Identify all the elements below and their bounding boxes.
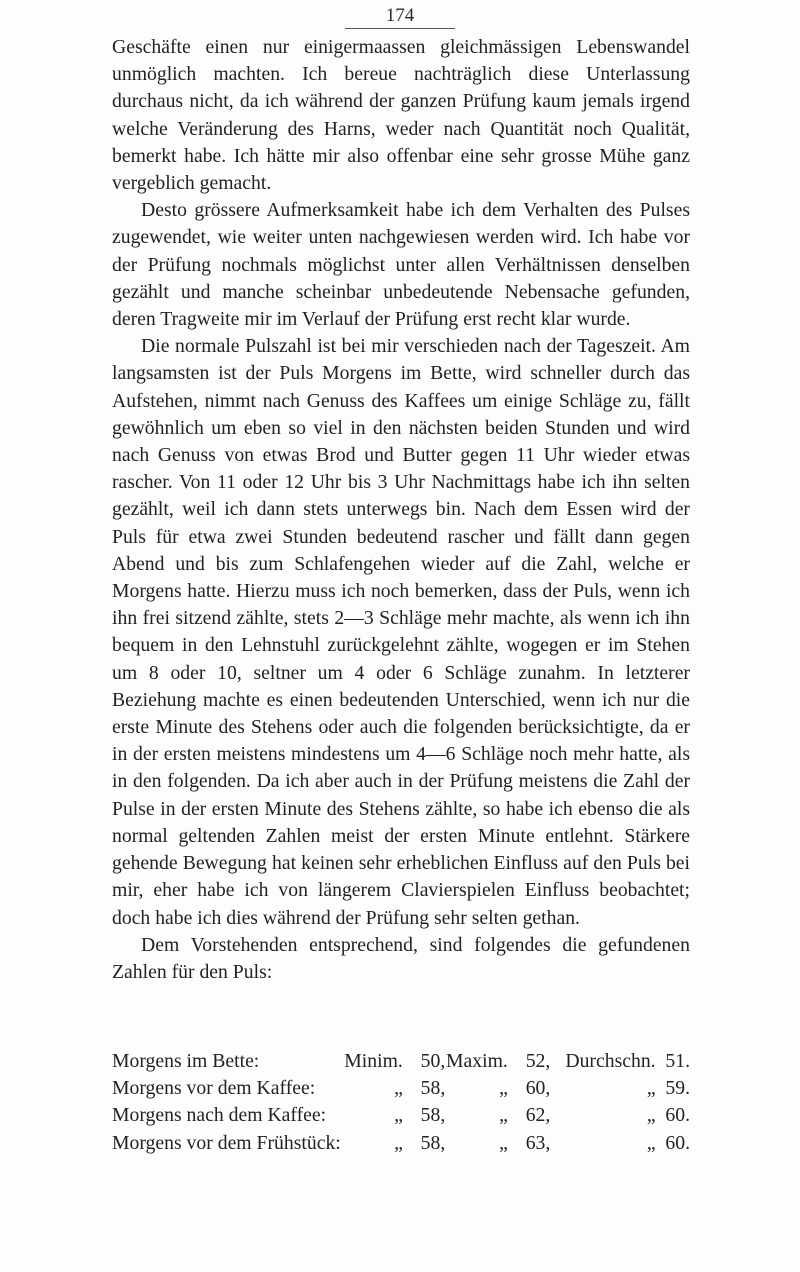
avg-label: „: [646, 1131, 656, 1154]
table-row: [112, 1048, 690, 1075]
max-label: „: [499, 1104, 508, 1127]
avg-value: 60.: [665, 1104, 690, 1127]
min-label: „: [394, 1104, 403, 1127]
avg-value: 60.: [665, 1131, 690, 1154]
body-text: [112, 34, 690, 986]
avg-label: „: [646, 1077, 656, 1100]
table-row: [112, 1130, 690, 1157]
row-label: Morgens vor dem Frühstück:: [112, 1131, 341, 1154]
row-label: Morgens vor dem Kaffee:: [112, 1077, 316, 1100]
max-value: 62,: [525, 1104, 551, 1127]
min-value: 50,: [420, 1050, 446, 1072]
table-row: [112, 1075, 690, 1102]
max-value: 63,: [525, 1131, 551, 1154]
max-label: Maxim.: [446, 1050, 508, 1072]
paragraph-4: Dem Vorstehenden entsprechend, sind folgendes die gefundenen Zahlen für den Puls:: [112, 933, 690, 983]
min-label: „: [394, 1131, 403, 1154]
header-rule: [345, 28, 455, 29]
avg-label: „: [646, 1104, 656, 1127]
page-number: 174: [385, 5, 415, 26]
max-label: „: [499, 1131, 508, 1154]
table-row: [112, 1102, 690, 1129]
paragraph-2: Desto grössere Aufmerksamkeit habe ich dem Verhalten des Pulses zugewendet, wie weiter unten nachgewiesen werden wird. Ich habe vor der Prüfung nochmals möglichst unter allen Verhältnissen denselben gezählt und manche scheinbar unbedeutende Nebensache gefunden, deren Tragweite mir im Verlauf der Prüfung erst recht klar wurde.: [112, 199, 690, 331]
avg-value: 59.: [665, 1077, 690, 1100]
min-label: Minim.: [344, 1050, 403, 1072]
min-label: „: [394, 1077, 403, 1100]
avg-label: Durchschn.: [565, 1050, 656, 1072]
row-label: Morgens im Bette:: [112, 1050, 260, 1072]
max-label: „: [499, 1077, 508, 1100]
min-value: 58,: [420, 1131, 446, 1154]
max-value: 52,: [525, 1050, 551, 1072]
min-value: 58,: [420, 1077, 446, 1100]
max-value: 60,: [525, 1077, 551, 1100]
row-label: Morgens nach dem Kaffee:: [112, 1104, 327, 1127]
paragraph-1: Geschäfte einen nur einigermaassen gleichmässigen Lebenswandel unmöglich machten. Ich bereue nachträglich diese Unterlassung durchaus nicht, da ich während der ganzen Prüfung kaum jemals irgend welche Veränderung des Harns, weder nach Quantität noch Qualität, bemerkt habe. Ich hätte mir also offenbar eine sehr grosse Mühe ganz vergeblich gemacht.: [112, 36, 690, 195]
min-value: 58,: [420, 1104, 446, 1127]
pulse-values-table: [112, 1048, 690, 1157]
paragraph-3: Die normale Pulszahl ist bei mir verschieden nach der Tageszeit. Am langsamsten ist der Puls Morgens im Bette, wird schneller durch das Aufstehen, nimmt nach Genuss des Kaffees um einige Schläge zu, fällt gewöhnlich um eben so viel in den nächsten beiden Stunden und wird nach Genuss von etwas Brod und Butter gegen 11 Uhr wieder etwas rascher. Von 11 oder 12 Uhr bis 3 Uhr Nachmittags habe ich ihn selten gezählt, weil ich dann stets unterwegs bin. Nach dem Essen wird der Puls für etwa zwei Stunden bedeutend rascher und fällt dann gegen Abend und bis zum Schlafengehen wieder auf die Zahl, welche er Morgens hatte. Hierzu muss ich noch bemerken, dass der Puls, wenn ich ihn frei sitzend zählte, stets 2—3 Schläge mehr machte, als wenn ich ihn bequem in den Lehnstuhl zurückgelehnt zählte, wogegen er im Stehen um 8 oder 10, seltner um 4 oder 6 Schläge zunahm. In letzterer Beziehung machte es einen bedeutenden Unterschied, wenn ich nur die erste Minute des Stehens oder auch die folgenden berücksichtigte, da er in der ersten meistens mindestens um 4—6 Schläge noch mehr hatte, als in den folgenden. Da ich aber auch in der Prüfung meistens die Zahl der Pulse in der ersten Minute des Stehens zählte, so habe ich ebenso die als normal geltenden Zahlen meist der ersten Minute entlehnt. Stärkere gehende Bewegung hat keinen sehr erheblichen Einfluss auf den Puls bei mir, eher habe ich von längerem Clavierspielen Einfluss beobachtet; doch habe ich dies während der Prüfung sehr selten gethan.: [112, 335, 690, 929]
avg-value: 51.: [665, 1050, 690, 1072]
